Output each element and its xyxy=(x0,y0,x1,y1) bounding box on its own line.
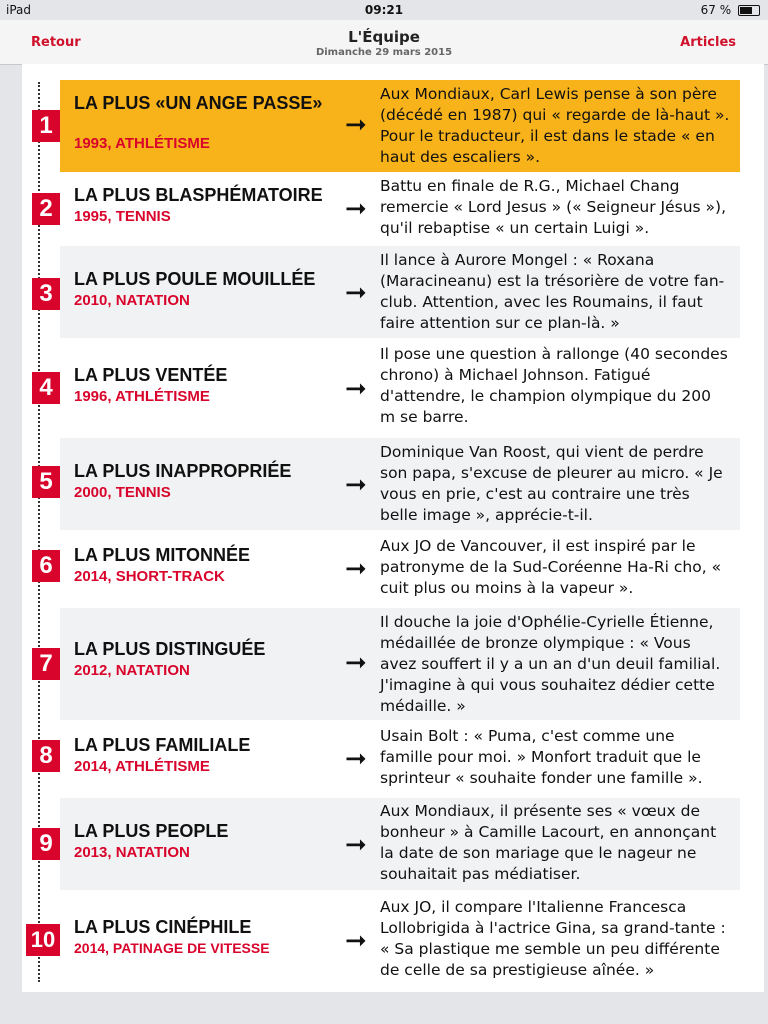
battery-percent: 67 % xyxy=(700,3,732,17)
article-page xyxy=(22,64,764,992)
item-text: Dominique Van Roost, qui vient de perdre son papa, s'excuse de pleurer au micro. « Je vous en prie, c'est au contraire une très belle image », apprécie-t-il. xyxy=(380,443,723,524)
rank-number: 1 xyxy=(32,110,60,142)
arrow-icon: ➞ xyxy=(345,110,367,140)
articles-button[interactable]: Articles xyxy=(680,35,736,50)
arrow-icon: ➞ xyxy=(345,830,367,860)
battery-status xyxy=(701,3,760,17)
item-year-sport: 2000, TENNIS xyxy=(74,484,171,501)
rank-number: 3 xyxy=(32,278,60,310)
list-item xyxy=(39,438,740,530)
item-text: Usain Bolt : « Puma, c'est comme une famille pour moi. » Monfort traduit que le sprinteur « souhaite fonder une famille ». xyxy=(380,727,703,787)
status-bar xyxy=(0,0,768,20)
item-year-sport: 1996, ATHLÉTISME xyxy=(74,388,210,405)
list-item xyxy=(39,534,740,604)
page-date: Dimanche 29 mars 2015 xyxy=(315,47,453,58)
arrow-icon: ➞ xyxy=(345,648,367,678)
item-title: LA PLUS BLASPHÉMATOIRE xyxy=(74,185,323,205)
list-item xyxy=(39,80,740,172)
item-title: LA PLUS MITONNÉE xyxy=(74,545,251,565)
item-text: Il pose une question à rallonge (40 secondes chrono) à Michael Johnson. Fatigué d'attendre, le champion olympique du 200 m se barre. xyxy=(380,345,728,426)
back-button[interactable]: Retour xyxy=(31,35,81,50)
item-text: Aux JO, il compare l'Italienne Francesca Lollobrigida à l'actrice Gina, sa grand-tante : « Sa plastique me semble un peu différente de celle de sa prestigieuse aînée. » xyxy=(380,898,726,979)
arrow-icon: ➞ xyxy=(345,554,367,584)
arrow-icon: ➞ xyxy=(345,744,367,774)
item-year-sport: 2014, SHORT-TRACK xyxy=(74,568,225,585)
battery-icon xyxy=(738,5,760,16)
item-text: Battu en finale de R.G., Michael Chang remercie « Lord Jesus » (« Seigneur Jésus »), qu'il rebaptise « un certain Luigi ». xyxy=(380,177,726,237)
device-name: iPad xyxy=(6,3,32,17)
item-year-sport: 2013, NATATION xyxy=(74,844,190,861)
rank-number: 10 xyxy=(26,924,60,956)
item-text: Il lance à Aurore Mongel : « Roxana (Maracineanu) est la trésorière de votre fan-club. Attention, avec les Roumains, il faut faire attention sur ce plan-là. » xyxy=(380,251,725,332)
item-title: LA PLUS «UN ANGE PASSE» xyxy=(74,93,323,113)
item-title: LA PLUS VENTÉE xyxy=(74,365,228,385)
arrow-icon: ➞ xyxy=(345,470,367,500)
arrow-icon: ➞ xyxy=(345,374,367,404)
list-item xyxy=(39,246,740,338)
item-year-sport: 2012, NATATION xyxy=(74,662,190,679)
item-title: LA PLUS POULE MOUILLÉE xyxy=(74,269,316,289)
list-item xyxy=(30,894,740,986)
list-item xyxy=(39,176,740,242)
item-title: LA PLUS FAMILIALE xyxy=(74,735,251,755)
arrow-icon: ➞ xyxy=(345,194,367,224)
item-title: LA PLUS PEOPLE xyxy=(74,821,229,841)
rank-number: 6 xyxy=(32,550,60,582)
status-time: 09:21 xyxy=(364,3,404,17)
item-title: LA PLUS CINÉPHILE xyxy=(74,917,252,937)
item-text: Il douche la joie d'Ophélie-Cyrielle Étienne, médaillée de bronze olympique : « Vous avez souffert il y a un an d'un deuil familial. J'imagine à qui vous souhaitez dédier cette médaille. » xyxy=(380,613,721,715)
page-title: L'Équipe xyxy=(348,28,420,46)
list-item xyxy=(39,798,740,890)
item-year-sport: 1993, ATHLÉTISME xyxy=(74,135,210,152)
rank-number: 9 xyxy=(32,828,60,860)
rank-number: 7 xyxy=(32,648,60,680)
arrow-icon: ➞ xyxy=(345,278,367,308)
rank-number: 2 xyxy=(32,193,60,225)
list-item xyxy=(39,342,740,434)
rank-number: 4 xyxy=(32,372,60,404)
rank-number: 5 xyxy=(32,466,60,498)
item-year-sport: 2014, PATINAGE DE VITESSE xyxy=(74,940,270,956)
item-text: Aux Mondiaux, Carl Lewis pense à son père (décédé en 1987) qui « regarde de là-haut ». Pour le traducteur, il est dans le stade « en haut des escaliers ». xyxy=(380,85,730,166)
arrow-icon: ➞ xyxy=(345,926,367,956)
item-year-sport: 1995, TENNIS xyxy=(74,208,171,225)
navigation-bar xyxy=(0,20,768,65)
list-item xyxy=(39,608,740,720)
rank-number: 8 xyxy=(32,740,60,772)
item-year-sport: 2010, NATATION xyxy=(74,292,190,309)
item-text: Aux Mondiaux, il présente ses « vœux de bonheur » à Camille Lacourt, en annonçant la date de son mariage que le nageur ne souhaitait pas médiatiser. xyxy=(380,802,717,883)
item-title: LA PLUS INAPPROPRIÉE xyxy=(74,461,292,481)
item-year-sport: 2014, ATHLÉTISME xyxy=(74,758,210,775)
list-item xyxy=(39,724,740,794)
item-text: Aux JO de Vancouver, il est inspiré par le patronyme de la Sud-Coréenne Ha-Ri cho, « cuit plus ou moins à la vapeur ». xyxy=(380,537,722,597)
item-title: LA PLUS DISTINGUÉE xyxy=(74,639,266,659)
